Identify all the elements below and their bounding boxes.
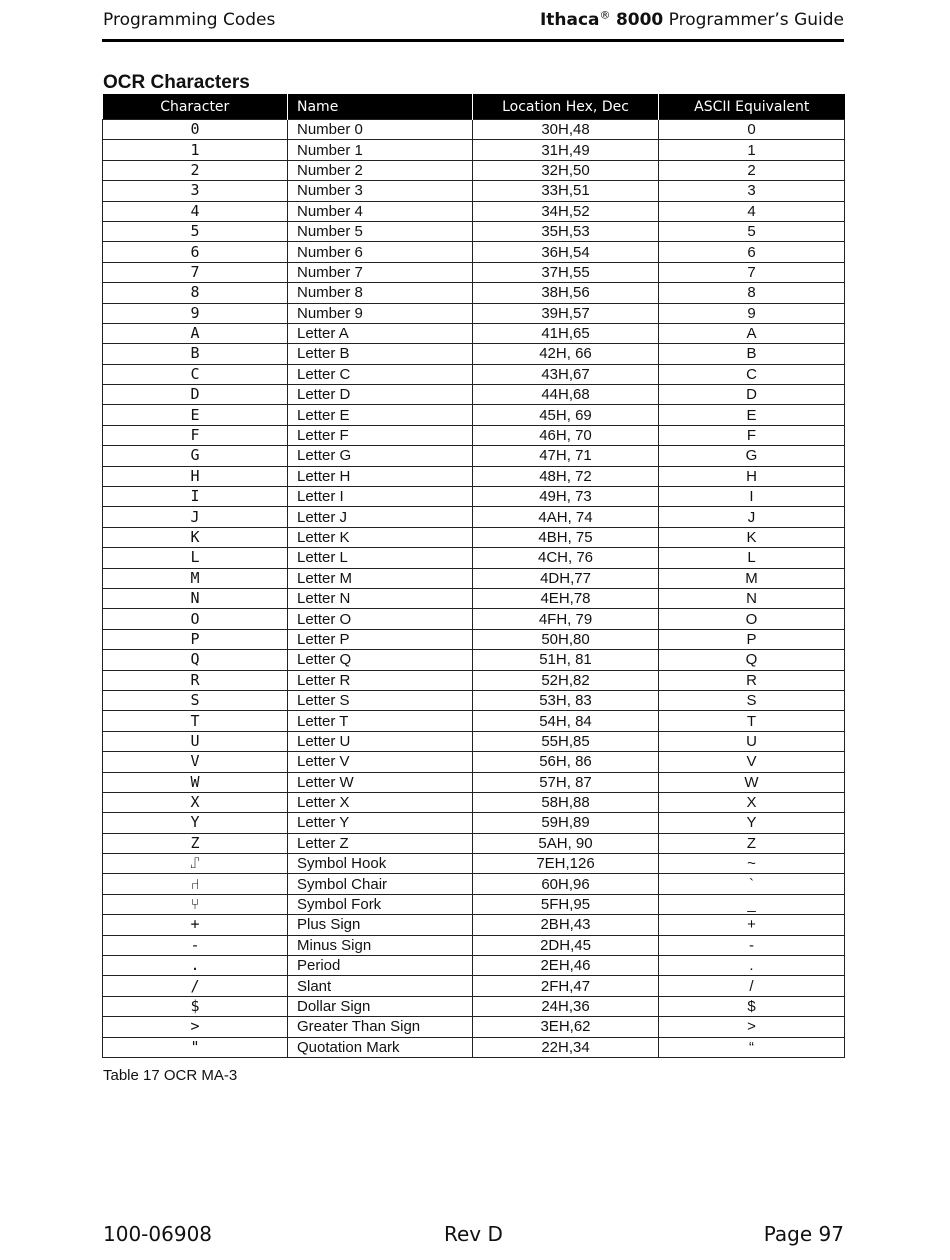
row-ascii: E — [659, 405, 845, 425]
row-ascii: T — [659, 711, 845, 731]
ocr-glyph: D — [103, 385, 288, 405]
row-ascii: / — [659, 976, 845, 996]
row-name: Period — [288, 956, 473, 976]
ocr-glyph: S — [103, 690, 288, 710]
row-ascii: R — [659, 670, 845, 690]
row-location: 2FH,47 — [473, 976, 659, 996]
row-name: Greater Than Sign — [288, 1017, 473, 1037]
row-ascii: P — [659, 629, 845, 649]
ocr-glyph: M — [103, 568, 288, 588]
row-location: 24H,36 — [473, 996, 659, 1016]
ocr-glyph: > — [103, 1017, 288, 1037]
row-name: Letter O — [288, 609, 473, 629]
row-location: 39H,57 — [473, 303, 659, 323]
ocr-glyph: P — [103, 629, 288, 649]
ocr-glyph: R — [103, 670, 288, 690]
row-ascii: Q — [659, 650, 845, 670]
row-location: 5AH, 90 — [473, 833, 659, 853]
ocr-glyph: Z — [103, 833, 288, 853]
col-header-character: Character — [103, 94, 288, 120]
row-location: 58H,88 — [473, 792, 659, 812]
table-row — [103, 120, 845, 140]
ocr-glyph: U — [103, 731, 288, 751]
row-location: 59H,89 — [473, 813, 659, 833]
model-number: 8000 — [615, 10, 664, 30]
row-location: 55H,85 — [473, 731, 659, 751]
ocr-glyph: " — [103, 1037, 288, 1057]
row-location: 54H, 84 — [473, 711, 659, 731]
row-location: 51H, 81 — [473, 650, 659, 670]
row-name: Letter A — [288, 323, 473, 343]
table-caption: Table 17 OCR MA-3 — [103, 1067, 238, 1084]
ocr-glyph: 3 — [103, 181, 288, 201]
footer-doc-number: 100-06908 — [103, 1222, 213, 1246]
table-row — [103, 792, 845, 812]
row-name: Number 8 — [288, 283, 473, 303]
row-name: Letter F — [288, 425, 473, 445]
row-name: Number 4 — [288, 201, 473, 221]
row-ascii: W — [659, 772, 845, 792]
row-location: 4FH, 79 — [473, 609, 659, 629]
table-row — [103, 609, 845, 629]
table-row — [103, 507, 845, 527]
table-row — [103, 629, 845, 649]
row-ascii: > — [659, 1017, 845, 1037]
table-row — [103, 181, 845, 201]
row-ascii: G — [659, 446, 845, 466]
row-location: 4BH, 75 — [473, 527, 659, 547]
row-location: 38H,56 — [473, 283, 659, 303]
row-name: Letter J — [288, 507, 473, 527]
guide-title: Programmer’s Guide — [668, 10, 844, 30]
ocr-glyph: E — [103, 405, 288, 425]
row-location: 7EH,126 — [473, 854, 659, 874]
row-ascii: N — [659, 588, 845, 608]
ocr-glyph: Y — [103, 813, 288, 833]
row-ascii: 9 — [659, 303, 845, 323]
row-ascii: 5 — [659, 221, 845, 241]
table-row — [103, 446, 845, 466]
row-name: Letter G — [288, 446, 473, 466]
col-header-name: Name — [288, 94, 473, 120]
row-ascii: D — [659, 385, 845, 405]
ocr-glyph: 7 — [103, 262, 288, 282]
table-row — [103, 731, 845, 751]
row-name: Dollar Sign — [288, 996, 473, 1016]
row-name: Number 1 — [288, 140, 473, 160]
row-ascii: . — [659, 956, 845, 976]
ocr-glyph: F — [103, 425, 288, 445]
row-ascii: U — [659, 731, 845, 751]
ocr-glyph: 0 — [103, 120, 288, 140]
ocr-glyph: 2 — [103, 160, 288, 180]
ocr-glyph: 4 — [103, 201, 288, 221]
row-name: Letter W — [288, 772, 473, 792]
row-ascii: 8 — [659, 283, 845, 303]
table-row — [103, 568, 845, 588]
row-name: Letter I — [288, 487, 473, 507]
ocr-glyph: ⑂ — [103, 894, 288, 914]
row-ascii: J — [659, 507, 845, 527]
table-row — [103, 385, 845, 405]
row-name: Minus Sign — [288, 935, 473, 955]
table-row — [103, 711, 845, 731]
ocr-glyph: B — [103, 344, 288, 364]
row-ascii: X — [659, 792, 845, 812]
row-ascii: + — [659, 915, 845, 935]
row-location: 56H, 86 — [473, 752, 659, 772]
ocr-glyph: X — [103, 792, 288, 812]
row-ascii: L — [659, 548, 845, 568]
table-row — [103, 650, 845, 670]
table-body — [103, 120, 845, 1058]
table-row — [103, 894, 845, 914]
registered-mark: ® — [599, 8, 611, 22]
ocr-glyph: H — [103, 466, 288, 486]
row-name: Plus Sign — [288, 915, 473, 935]
row-name: Letter T — [288, 711, 473, 731]
row-location: 45H, 69 — [473, 405, 659, 425]
ocr-glyph: 9 — [103, 303, 288, 323]
table-row — [103, 690, 845, 710]
row-name: Letter Q — [288, 650, 473, 670]
header-rule — [102, 39, 844, 42]
ocr-characters-table — [102, 94, 845, 1058]
table-row — [103, 344, 845, 364]
row-location: 37H,55 — [473, 262, 659, 282]
running-header-title — [540, 10, 844, 30]
table-row — [103, 752, 845, 772]
table-row — [103, 813, 845, 833]
table-header-row — [103, 94, 845, 120]
table-row — [103, 670, 845, 690]
row-name: Symbol Hook — [288, 854, 473, 874]
footer-revision: Rev D — [444, 1222, 503, 1246]
footer-page-number: Page 97 — [763, 1222, 844, 1246]
row-ascii: S — [659, 690, 845, 710]
row-ascii: O — [659, 609, 845, 629]
row-location: 35H,53 — [473, 221, 659, 241]
row-ascii: H — [659, 466, 845, 486]
table-row — [103, 140, 845, 160]
ocr-glyph: A — [103, 323, 288, 343]
table-row — [103, 221, 845, 241]
ocr-glyph: W — [103, 772, 288, 792]
row-name: Letter K — [288, 527, 473, 547]
row-ascii: V — [659, 752, 845, 772]
row-name: Letter M — [288, 568, 473, 588]
row-location: 34H,52 — [473, 201, 659, 221]
row-ascii: 2 — [659, 160, 845, 180]
ocr-glyph: O — [103, 609, 288, 629]
row-location: 57H, 87 — [473, 772, 659, 792]
table-row — [103, 425, 845, 445]
row-name: Letter H — [288, 466, 473, 486]
row-name: Number 6 — [288, 242, 473, 262]
row-location: 5FH,95 — [473, 894, 659, 914]
row-name: Slant — [288, 976, 473, 996]
table-row — [103, 242, 845, 262]
row-name: Number 2 — [288, 160, 473, 180]
table-row — [103, 1037, 845, 1057]
section-title: OCR Characters — [103, 72, 250, 93]
ocr-glyph: C — [103, 364, 288, 384]
table-row — [103, 956, 845, 976]
row-ascii: 0 — [659, 120, 845, 140]
table-row — [103, 996, 845, 1016]
ocr-glyph: ⑀ — [103, 854, 288, 874]
row-name: Number 7 — [288, 262, 473, 282]
col-header-ascii: ASCII Equivalent — [659, 94, 845, 120]
row-ascii: _ — [659, 894, 845, 914]
row-ascii: 4 — [659, 201, 845, 221]
ocr-glyph: J — [103, 507, 288, 527]
row-name: Letter P — [288, 629, 473, 649]
ocr-glyph: Q — [103, 650, 288, 670]
row-name: Letter L — [288, 548, 473, 568]
brand-name: Ithaca — [539, 10, 600, 30]
row-location: 4DH,77 — [473, 568, 659, 588]
row-ascii: $ — [659, 996, 845, 1016]
row-name: Symbol Fork — [288, 894, 473, 914]
row-name: Number 3 — [288, 181, 473, 201]
table-row — [103, 935, 845, 955]
row-ascii: ~ — [659, 854, 845, 874]
table-row — [103, 833, 845, 853]
row-name: Letter U — [288, 731, 473, 751]
ocr-glyph: N — [103, 588, 288, 608]
row-ascii: A — [659, 323, 845, 343]
row-name: Letter B — [288, 344, 473, 364]
row-name: Letter R — [288, 670, 473, 690]
ocr-glyph: + — [103, 915, 288, 935]
row-ascii: “ — [659, 1037, 845, 1057]
table-row — [103, 323, 845, 343]
row-name: Letter C — [288, 364, 473, 384]
row-location: 31H,49 — [473, 140, 659, 160]
row-location: 4EH,78 — [473, 588, 659, 608]
row-name: Number 0 — [288, 120, 473, 140]
row-location: 52H,82 — [473, 670, 659, 690]
row-location: 32H,50 — [473, 160, 659, 180]
table-row — [103, 1017, 845, 1037]
table-row — [103, 262, 845, 282]
ocr-glyph: 1 — [103, 140, 288, 160]
ocr-glyph: . — [103, 956, 288, 976]
row-location: 44H,68 — [473, 385, 659, 405]
table-row — [103, 201, 845, 221]
row-name: Number 9 — [288, 303, 473, 323]
ocr-glyph: G — [103, 446, 288, 466]
row-ascii: 3 — [659, 181, 845, 201]
row-ascii: Y — [659, 813, 845, 833]
ocr-glyph: 8 — [103, 283, 288, 303]
row-ascii: 6 — [659, 242, 845, 262]
row-location: 42H, 66 — [473, 344, 659, 364]
row-name: Quotation Mark — [288, 1037, 473, 1057]
row-location: 46H, 70 — [473, 425, 659, 445]
row-name: Number 5 — [288, 221, 473, 241]
ocr-glyph: / — [103, 976, 288, 996]
row-ascii: ` — [659, 874, 845, 894]
row-location: 43H,67 — [473, 364, 659, 384]
row-name: Letter Z — [288, 833, 473, 853]
table-row — [103, 283, 845, 303]
row-location: 4AH, 74 — [473, 507, 659, 527]
row-location: 22H,34 — [473, 1037, 659, 1057]
row-ascii: F — [659, 425, 845, 445]
table-row — [103, 854, 845, 874]
table-row — [103, 303, 845, 323]
row-ascii: 1 — [659, 140, 845, 160]
row-location: 50H,80 — [473, 629, 659, 649]
ocr-glyph: L — [103, 548, 288, 568]
ocr-glyph: - — [103, 935, 288, 955]
row-location: 41H,65 — [473, 323, 659, 343]
col-header-location: Location Hex, Dec — [473, 94, 659, 120]
ocr-glyph: I — [103, 487, 288, 507]
row-location: 2EH,46 — [473, 956, 659, 976]
table-row — [103, 527, 845, 547]
row-location: 48H, 72 — [473, 466, 659, 486]
table-row — [103, 160, 845, 180]
ocr-glyph: ⑁ — [103, 874, 288, 894]
row-location: 4CH, 76 — [473, 548, 659, 568]
row-name: Symbol Chair — [288, 874, 473, 894]
row-ascii: M — [659, 568, 845, 588]
ocr-glyph: T — [103, 711, 288, 731]
ocr-glyph: V — [103, 752, 288, 772]
ocr-glyph: K — [103, 527, 288, 547]
row-location: 36H,54 — [473, 242, 659, 262]
row-ascii: B — [659, 344, 845, 364]
table-row — [103, 976, 845, 996]
ocr-glyph: 5 — [103, 221, 288, 241]
row-name: Letter V — [288, 752, 473, 772]
row-location: 60H,96 — [473, 874, 659, 894]
row-location: 47H, 71 — [473, 446, 659, 466]
row-location: 53H, 83 — [473, 690, 659, 710]
row-ascii: 7 — [659, 262, 845, 282]
row-location: 2BH,43 — [473, 915, 659, 935]
row-ascii: C — [659, 364, 845, 384]
table-row — [103, 772, 845, 792]
row-ascii: - — [659, 935, 845, 955]
table-row — [103, 487, 845, 507]
row-location: 3EH,62 — [473, 1017, 659, 1037]
table-row — [103, 874, 845, 894]
row-name: Letter N — [288, 588, 473, 608]
table-row — [103, 405, 845, 425]
row-location: 49H, 73 — [473, 487, 659, 507]
table-row — [103, 548, 845, 568]
row-ascii: Z — [659, 833, 845, 853]
ocr-glyph: 6 — [103, 242, 288, 262]
row-location: 30H,48 — [473, 120, 659, 140]
row-location: 2DH,45 — [473, 935, 659, 955]
ocr-glyph: $ — [103, 996, 288, 1016]
row-name: Letter X — [288, 792, 473, 812]
table-row — [103, 364, 845, 384]
row-name: Letter S — [288, 690, 473, 710]
table-row — [103, 915, 845, 935]
row-ascii: I — [659, 487, 845, 507]
table-row — [103, 466, 845, 486]
row-location: 33H,51 — [473, 181, 659, 201]
running-header-section: Programming Codes — [103, 10, 276, 30]
table-row — [103, 588, 845, 608]
row-name: Letter E — [288, 405, 473, 425]
row-name: Letter D — [288, 385, 473, 405]
row-ascii: K — [659, 527, 845, 547]
row-name: Letter Y — [288, 813, 473, 833]
